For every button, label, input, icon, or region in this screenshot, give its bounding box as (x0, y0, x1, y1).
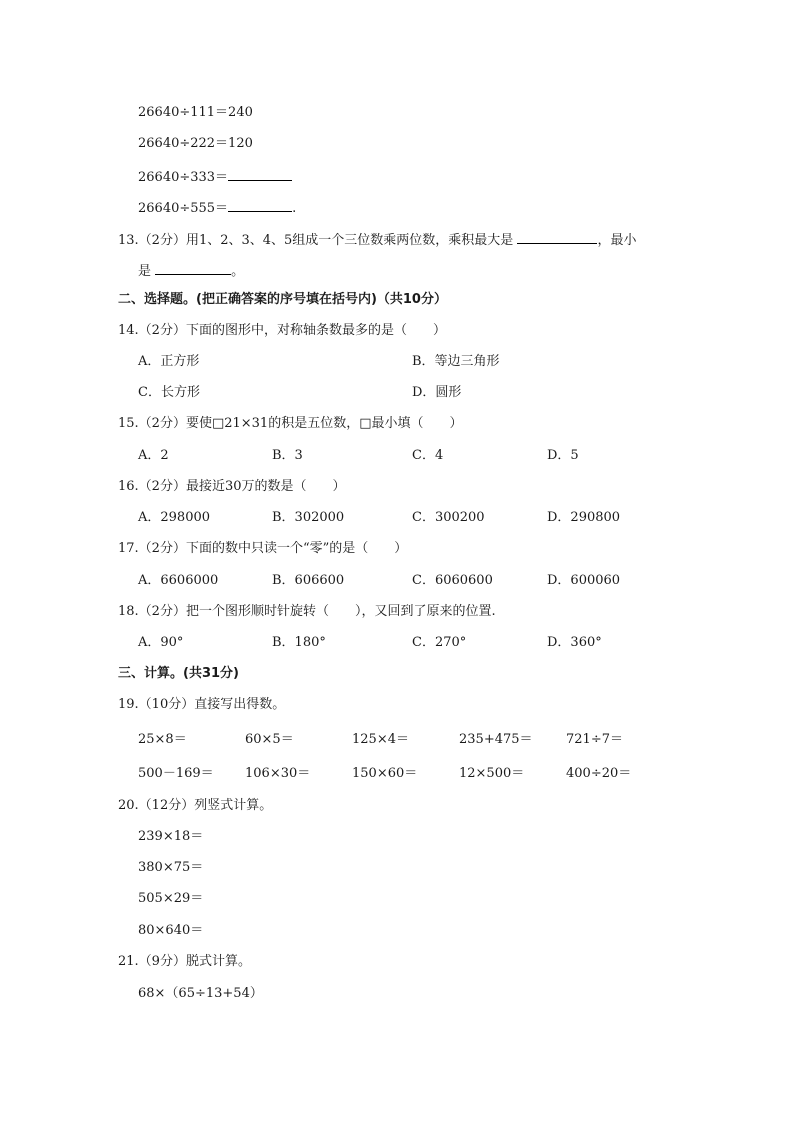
q21-item: 68×（65÷13+54） (138, 986, 263, 1001)
q20-item: 239×18＝ (138, 829, 204, 844)
q20-stem: 20.（12分）列竖式计算。 (118, 798, 273, 813)
q18-stem: 18.（2分）把一个图形顺时针旋转（ ），又回到了原来的位置. (118, 604, 496, 619)
q21-stem: 21.（9分）脱式计算。 (118, 954, 251, 969)
q18-option-c[interactable]: C．270° (412, 635, 467, 650)
q12-line-4 (138, 197, 296, 218)
q19-r1-item: 125×4＝ (352, 732, 409, 747)
section-heading-choice: 二、选择题。(把正确答案的序号填在括号内)（共10分） (118, 292, 447, 307)
q16-option-b[interactable]: B．302000 (272, 510, 345, 525)
q13-text-c: 是 (138, 264, 152, 279)
q14-stem: 14.（2分）下面的图形中，对称轴条数最多的是（ ） (118, 323, 446, 338)
q13-text-d: 。 (231, 264, 245, 279)
q19-stem: 19.（10分）直接写出得数。 (118, 697, 286, 712)
q12-line-2: 26640÷222＝120 (138, 136, 253, 151)
q19-r2-item: 150×60＝ (352, 766, 418, 781)
answer-blank[interactable] (228, 166, 292, 181)
q18-option-b[interactable]: B．180° (272, 635, 326, 650)
q20-item: 380×75＝ (138, 860, 204, 875)
q15-option-a[interactable]: A．2 (138, 448, 169, 463)
q17-option-b[interactable]: B．606600 (272, 573, 345, 588)
q17-option-d[interactable]: D．600060 (547, 573, 621, 588)
q19-r2-item: 106×30＝ (245, 766, 311, 781)
q16-option-c[interactable]: C．300200 (412, 510, 485, 525)
q12-expr-3: 26640÷333＝ (138, 170, 229, 185)
q12-expr-4: 26640÷555＝ (138, 201, 229, 216)
q15-option-c[interactable]: C．4 (412, 448, 444, 463)
q16-option-d[interactable]: D．290800 (547, 510, 621, 525)
answer-blank-min[interactable] (155, 260, 231, 275)
period: . (292, 201, 297, 216)
q16-option-a[interactable]: A．298000 (138, 510, 211, 525)
q14-option-a[interactable]: A．正方形 (138, 354, 200, 369)
answer-blank[interactable] (228, 197, 292, 212)
q13-text-b: ，最小 (597, 233, 637, 248)
q13-line-2 (138, 260, 244, 281)
q19-r1-item: 721÷7＝ (566, 732, 623, 747)
q17-stem: 17.（2分）下面的数中只读一个“零”的是（ ） (118, 541, 408, 556)
q13-text-a: 13.（2分）用1、2、3、4、5组成一个三位数乘两位数，乘积最大是 (118, 233, 514, 248)
q19-r1-item: 235+475＝ (459, 732, 533, 747)
q12-line-3 (138, 166, 292, 187)
q15-stem: 15.（2分）要使□21×31的积是五位数，□最小填（ ） (118, 416, 463, 431)
q17-option-a[interactable]: A．6606000 (138, 573, 219, 588)
q19-r2-item: 500－169＝ (138, 766, 214, 781)
q13-line-1 (118, 229, 636, 250)
q18-option-a[interactable]: A．90° (138, 635, 184, 650)
q20-item: 505×29＝ (138, 891, 204, 906)
q16-stem: 16.（2分）最接近30万的数是（ ） (118, 479, 346, 494)
q19-r1-item: 60×5＝ (245, 732, 294, 747)
q19-r1-item: 25×8＝ (138, 732, 187, 747)
q12-line-1: 26640÷111＝240 (138, 105, 253, 120)
q18-option-d[interactable]: D．360° (547, 635, 602, 650)
q14-option-b[interactable]: B．等边三角形 (412, 354, 500, 369)
section-heading-calc: 三、计算。(共31分) (118, 666, 239, 681)
answer-blank-max[interactable] (517, 229, 597, 244)
q17-option-c[interactable]: C．6060600 (412, 573, 493, 588)
q19-r2-item: 400÷20＝ (566, 766, 632, 781)
q14-option-c[interactable]: C．长方形 (138, 385, 200, 400)
q20-item: 80×640＝ (138, 923, 204, 938)
q15-option-b[interactable]: B．3 (272, 448, 303, 463)
q15-option-d[interactable]: D．5 (547, 448, 579, 463)
q14-option-d[interactable]: D．圆形 (412, 385, 462, 400)
q19-r2-item: 12×500＝ (459, 766, 525, 781)
